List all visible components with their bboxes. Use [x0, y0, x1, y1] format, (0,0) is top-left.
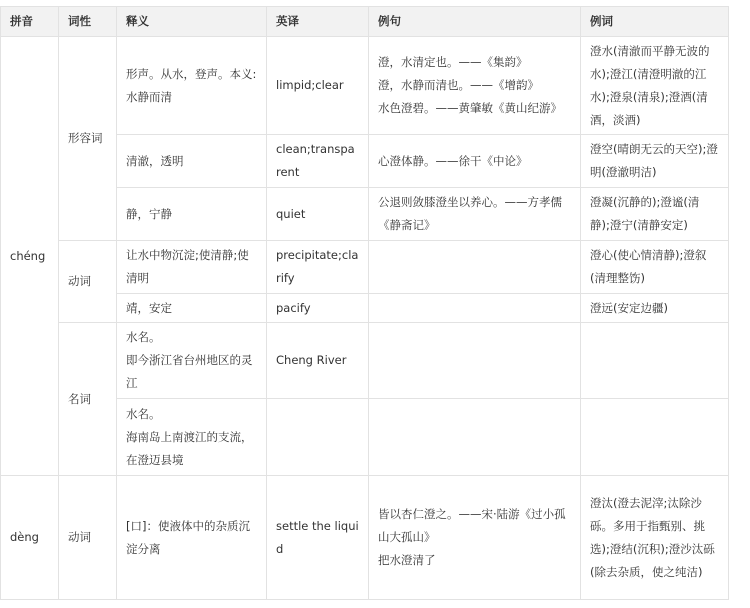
table-row: [1, 241, 729, 294]
pinyin-cell: chéng: [1, 37, 59, 476]
words-cell: 澄空(晴朗无云的天空);澄明(澄澈明洁): [581, 135, 729, 188]
definition-line: 海南岛上南渡江的支流，在澄迈县境: [126, 429, 253, 467]
pos-cell: 名词: [59, 323, 117, 476]
header-definition: 释义: [117, 7, 267, 37]
words-cell: 澄心(使心情清静);澄叙(清理整饬): [581, 241, 729, 294]
table-row: [1, 37, 729, 135]
pos-cell: 动词: [59, 241, 117, 323]
english-cell: precipitate;clarify: [267, 241, 369, 294]
header-row: [1, 7, 729, 37]
example-sentence: 心澄体静。——徐干《中论》: [378, 153, 528, 168]
definition-line: 水名。: [126, 406, 161, 421]
examples-cell: [369, 323, 581, 399]
example-sentence: 澄，水静而清也。——《增韵》: [378, 78, 539, 92]
example-sentence: 把水澄清了: [378, 553, 436, 567]
pos-cell: 动词: [59, 476, 117, 600]
english-cell: limpid;clear: [267, 37, 369, 135]
examples-cell: [369, 476, 581, 600]
header-examples: 例句: [369, 7, 581, 37]
english-cell: pacify: [267, 294, 369, 323]
words-cell: [581, 323, 729, 399]
definition-cell: 清澈，透明: [117, 135, 267, 188]
table-row: [1, 476, 729, 600]
definition-cell: 形声。从水，登声。本义:水静而清: [117, 37, 267, 135]
example-sentence: 皆以杏仁澄之。——宋·陆游《过小孤山大孤山》: [378, 507, 566, 544]
table-row: [1, 323, 729, 399]
definition-cell: [口]：使液体中的杂质沉淀分离: [117, 476, 267, 600]
example-sentence: 水色澄碧。——黄肇敏《黄山纪游》: [378, 101, 562, 115]
definition-cell: 让水中物沉淀;使清静;使清明: [117, 241, 267, 294]
example-sentence: 澄，水清定也。——《集韵》: [378, 55, 528, 69]
examples-cell: [369, 241, 581, 294]
definition-cell: 靖，安定: [117, 294, 267, 323]
example-sentence: 公退则敛膝澄坐以养心。——方孝儒《静斋记》: [378, 195, 562, 232]
definition-line: 即今浙江省台州地区的灵江: [126, 353, 253, 390]
words-cell: 澄水(清澈而平静无波的水);澄江(清澄明澈的江水);澄泉(清泉);澄酒(清酒，淡酒): [581, 37, 729, 135]
examples-cell: [369, 188, 581, 241]
words-cell: 澄汰(澄去泥滓;汰除沙砾。多用于指甄别、挑选);澄结(沉积);澄沙汰砾(除去杂质，使之纯洁): [581, 476, 729, 600]
words-cell: 澄远(安定边疆): [581, 294, 729, 323]
english-cell: settle the liquid: [267, 476, 369, 600]
definition-cell: [117, 399, 267, 476]
header-words: 例词: [581, 7, 729, 37]
words-cell: 澄凝(沉静的);澄谧(清静);澄宁(清静安定): [581, 188, 729, 241]
pos-cell: 形容词: [59, 37, 117, 241]
examples-cell: [369, 37, 581, 135]
examples-cell: [369, 294, 581, 323]
words-cell: [581, 399, 729, 476]
definition-cell: 静，宁静: [117, 188, 267, 241]
pinyin-cell: dèng: [1, 476, 59, 600]
header-english: 英译: [267, 7, 369, 37]
dictionary-table: [0, 6, 729, 600]
english-cell: quiet: [267, 188, 369, 241]
header-pinyin: 拼音: [1, 7, 59, 37]
definition-cell: [117, 323, 267, 399]
english-cell: [267, 399, 369, 476]
header-pos: 词性: [59, 7, 117, 37]
definition-line: 水名。: [126, 330, 161, 344]
examples-cell: [369, 399, 581, 476]
examples-cell: [369, 135, 581, 188]
english-cell: clean;transparent: [267, 135, 369, 188]
english-cell: Cheng River: [267, 323, 369, 399]
